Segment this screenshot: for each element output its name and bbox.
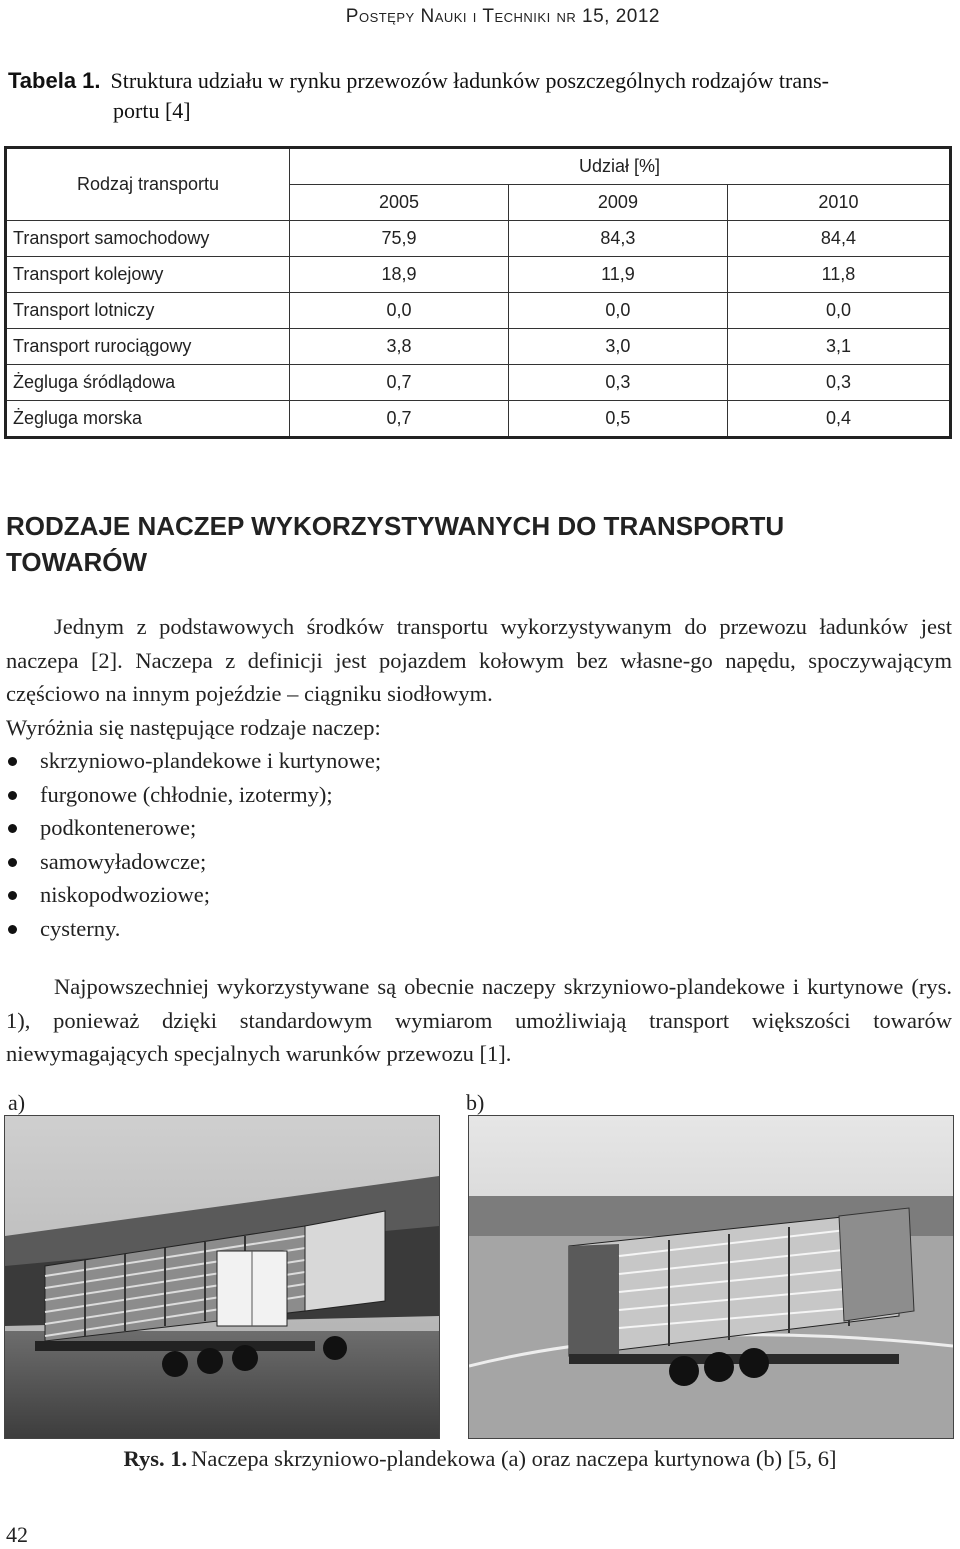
cell-value: 3,0: [508, 329, 727, 365]
table-row: [6, 257, 951, 293]
cell-value: 0,0: [290, 293, 509, 329]
page-number: 42: [6, 1522, 28, 1547]
paragraph-usage: Najpowszechniej wykorzystywane są obecnie naczepy skrzyniowo-plandekowe i kurtynowe (rys. 1), ponieważ dzięki standardowym wymiarom umożliwiają transport większości towarów niewymagających specjalnych warunków przewozu [1].: [6, 974, 952, 1066]
column-header-year: 2010: [727, 185, 950, 221]
row-label: Transport samochodowy: [6, 221, 290, 257]
photo-tarpaulin-trailer: [4, 1115, 440, 1439]
cell-value: 0,0: [727, 293, 950, 329]
list-item: samowyładowcze;: [6, 845, 952, 879]
cell-value: 11,9: [508, 257, 727, 293]
cell-value: 18,9: [290, 257, 509, 293]
cell-value: 3,1: [727, 329, 950, 365]
column-header-year: 2009: [508, 185, 727, 221]
list-intro: Wyróżnia się następujące rodzaje naczep:: [6, 714, 381, 740]
cell-value: 84,4: [727, 221, 950, 257]
cell-value: 0,7: [290, 365, 509, 401]
table-caption-line1: Struktura udziału w rynku przewozów ładunków poszczególnych rodzajów trans-: [110, 68, 829, 93]
figure-caption: [0, 1446, 960, 1472]
column-header-transport-type: Rodzaj transportu: [6, 148, 290, 221]
table-label: Tabela 1.: [8, 68, 101, 93]
column-header-year: 2005: [290, 185, 509, 221]
list-item: cysterny.: [6, 912, 952, 946]
cell-value: 3,8: [290, 329, 509, 365]
running-header: Postępy Nauki i Techniki nr 15, 2012: [345, 6, 660, 27]
photo-curtain-trailer: [468, 1115, 954, 1439]
list-item: niskopodwoziowe;: [6, 878, 952, 912]
cell-value: 75,9: [290, 221, 509, 257]
paragraph-text: Jednym z podstawowych środków transportu wykorzystywanym do przewozu ładunków jest naczepa [2]. Naczepa z definicji jest pojazdem kołowym bez własne-go napędu, spoczywającym częściowo na innym pojeździe – ciągniku siodłowym.: [6, 614, 952, 706]
trailer-types-list: [6, 744, 952, 945]
section-heading-line1: RODZAJE NACZEP WYKORZYSTYWANYCH DO TRANSPORTU: [6, 511, 785, 541]
cell-value: 0,5: [508, 401, 727, 438]
table-row: [6, 329, 951, 365]
list-item: furgonowe (chłodnie, izotermy);: [6, 778, 952, 812]
transport-share-table: [4, 146, 952, 439]
table-row: [6, 401, 951, 438]
cell-value: 0,0: [508, 293, 727, 329]
cell-value: 0,3: [727, 365, 950, 401]
figure-label-a: a): [8, 1090, 26, 1115]
table-row: [6, 293, 951, 329]
table-row: [6, 221, 951, 257]
figure-caption-text: Naczepa skrzyniowo-plandekowa (a) oraz naczepa kurtynowa (b) [5, 6]: [191, 1446, 837, 1471]
column-header-share: Udział [%]: [290, 148, 951, 185]
table-caption-line2: portu [4]: [113, 98, 191, 123]
row-label: Żegluga morska: [6, 401, 290, 438]
row-label: Transport kolejowy: [6, 257, 290, 293]
section-heading-line2: TOWARÓW: [6, 547, 148, 577]
cell-value: 11,8: [727, 257, 950, 293]
paragraph-intro: [6, 610, 952, 945]
row-label: Żegluga śródlądowa: [6, 365, 290, 401]
cell-value: 0,7: [290, 401, 509, 438]
table-row: [6, 365, 951, 401]
cell-value: 84,3: [508, 221, 727, 257]
cell-value: 0,4: [727, 401, 950, 438]
row-label: Transport lotniczy: [6, 293, 290, 329]
figure-label-b: b): [466, 1090, 485, 1115]
list-item: podkontenerowe;: [6, 811, 952, 845]
row-label: Transport rurociągowy: [6, 329, 290, 365]
table-caption: [8, 66, 948, 126]
cell-value: 0,3: [508, 365, 727, 401]
figure-caption-label: Rys. 1.: [123, 1446, 188, 1471]
list-item: skrzyniowo-plandekowe i kurtynowe;: [6, 744, 952, 778]
section-heading: [6, 508, 946, 580]
